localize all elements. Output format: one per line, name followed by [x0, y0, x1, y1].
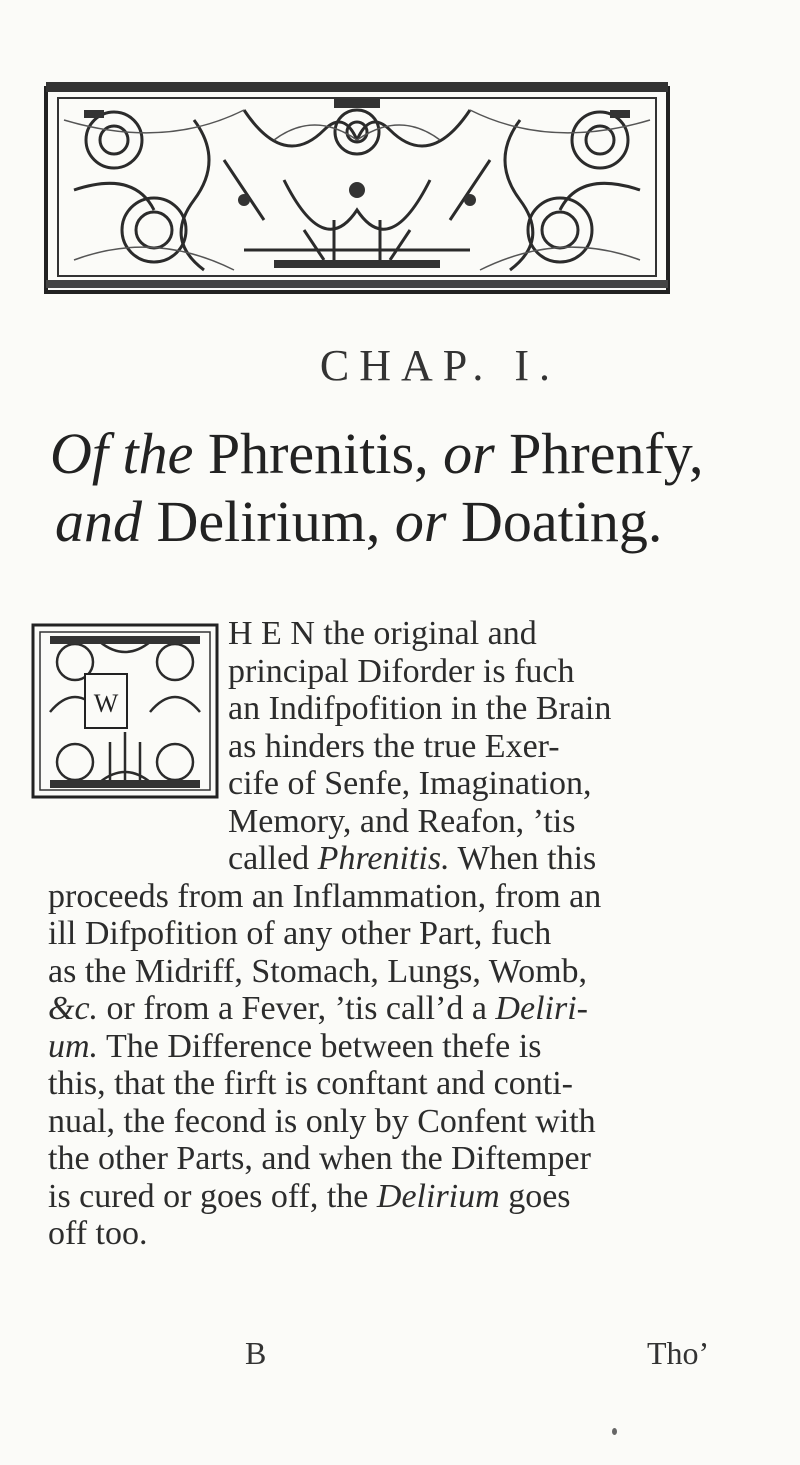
- text-line: this, that the firft is conftant and conti-: [48, 1065, 573, 1102]
- title-or-1: or: [443, 421, 495, 486]
- term-delirium-hyphen: Deliri-: [495, 990, 588, 1027]
- text-line: cife of Senfe, Imagination,: [228, 765, 592, 802]
- catchword: Tho’: [647, 1335, 710, 1371]
- text-fragment: is cured or goes off, the: [48, 1177, 369, 1215]
- text-line: [48, 1178, 760, 1216]
- text-fragment: or from a Fever, ’tis call’d a: [106, 990, 487, 1027]
- text-line: the other Parts, and when the Diftemper: [48, 1140, 591, 1177]
- text-line: as hinders the true Exer-: [228, 727, 560, 765]
- page-footer: [0, 1335, 800, 1375]
- title-doating: Doating.: [460, 489, 663, 554]
- text-line: [48, 840, 760, 878]
- title-and: and: [55, 489, 142, 554]
- title-phrenfy: Phrenfy,: [509, 421, 704, 486]
- text-line: off too.: [48, 1215, 148, 1252]
- text-line: [48, 990, 760, 1028]
- title-or-2: or: [394, 489, 447, 554]
- text-line: proceeds from an Inflammation, from an: [48, 877, 602, 915]
- text-line: principal Diforder is fuch: [228, 652, 575, 690]
- text-fragment: called: [228, 840, 310, 877]
- initial-letter: W: [93, 689, 119, 718]
- title-delirium: Delirium,: [156, 489, 381, 554]
- text-line: an Indifpofition in the Brain: [228, 690, 612, 727]
- term-phrenitis: Phrenitis.: [317, 840, 450, 877]
- signature-mark: B: [245, 1335, 267, 1371]
- term-delirium-end: um.: [48, 1027, 99, 1065]
- text-fragment: When this: [457, 840, 597, 877]
- text-line: as the Midriff, Stomach, Lungs, Womb,: [48, 952, 588, 990]
- text-line: Memory, and Reafon, ’tis: [228, 802, 576, 840]
- text-line: [48, 1028, 760, 1066]
- text-fragment: The Difference between thefe is: [105, 1027, 542, 1065]
- ornamental-headpiece: [44, 80, 670, 296]
- text-line: ill Difpofition of any other Part, fuch: [48, 915, 552, 952]
- body-text: [48, 615, 760, 1253]
- text-line: nual, the fecond is only by Confent with: [48, 1102, 596, 1140]
- chapter-heading: CHAP. I.: [319, 341, 560, 390]
- title-phrenitis: Phrenitis,: [207, 421, 429, 486]
- title-of-the: Of the: [50, 421, 194, 486]
- text-fragment: goes: [508, 1177, 571, 1215]
- term-delirium: Delirium: [376, 1177, 500, 1215]
- chapter-title: [50, 420, 750, 556]
- ink-speck: [612, 1428, 617, 1435]
- abbrev-etc: &c.: [48, 990, 99, 1027]
- text-line: H E N the original and: [228, 615, 537, 652]
